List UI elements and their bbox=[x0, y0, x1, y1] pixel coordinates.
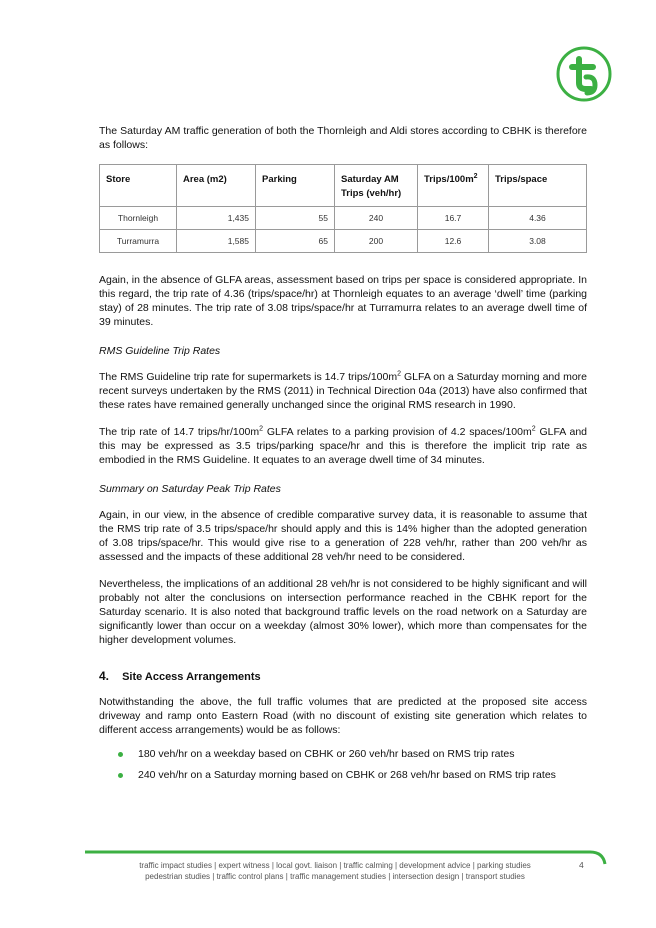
footer-services bbox=[105, 860, 565, 882]
trip-generation-table bbox=[99, 164, 587, 253]
footer-line-2: pedestrian studies | traffic control plans | traffic management studies | intersection design | transport studies bbox=[145, 872, 525, 881]
cell-store: Thornleigh bbox=[100, 207, 177, 230]
volume-list bbox=[99, 747, 587, 782]
table-header-row bbox=[100, 165, 587, 207]
cell-store: Turramurra bbox=[100, 230, 177, 253]
cell-saturday-trips: 240 bbox=[335, 207, 418, 230]
header-trips-space: Trips/space bbox=[489, 165, 587, 207]
summary-heading: Summary on Saturday Peak Trip Rates bbox=[99, 483, 281, 495]
site-access-paragraph: Notwithstanding the above, the full traffic volumes that are predicted at the proposed site access driveway and ramp onto Eastern Road (with no discount of existing site generation which relates to different access arrangements) would be as follows: bbox=[99, 696, 587, 736]
cell-saturday-trips: 200 bbox=[335, 230, 418, 253]
section-number: 4. bbox=[99, 669, 110, 683]
intro-paragraph: The Saturday AM traffic generation of both the Thornleigh and Aldi stores according to CBHK is therefore as follows: bbox=[99, 125, 587, 151]
footer-line-1: traffic impact studies | expert witness | local govt. liaison | traffic calming | development advice | parking studies bbox=[139, 861, 531, 870]
cell-trips-100m2: 12.6 bbox=[418, 230, 489, 253]
list-item: 240 veh/hr on a Saturday morning based on CBHK or 268 veh/hr based on RMS trip rates bbox=[99, 768, 587, 782]
cell-area: 1,585 bbox=[177, 230, 256, 253]
header-saturday-trips: Saturday AM Trips (veh/hr) bbox=[335, 165, 418, 207]
header-area: Area (m2) bbox=[177, 165, 256, 207]
rms-paragraph-2: The trip rate of 14.7 trips/$hr/100m^2$ GLFA relates to a parking provision of 4.2 spaces/$100m^2$ GLFA and this may be expressed as 3.5 trips/parking space/hr and this is therefore the implicit trip rate as embodied in the RMS Guideline. It equates to an average dwell time of 34 minutes. bbox=[99, 425, 588, 466]
table-row bbox=[100, 207, 587, 230]
summary-paragraph-2: Nevertheless, the implications of an additional 28 veh/hr is not considered to be highly significant and will probably not alter the conclusions on intersection performance reached in the CBHK report for the Saturday scenario. It is also noted that background traffic levels on the road network on a Saturday are significantly lower than occur on a weekday (almost 30% lower), which more than compensates for the higher development volumes. bbox=[99, 578, 587, 646]
page-content bbox=[99, 124, 587, 789]
rms-guideline-heading: RMS Guideline Trip Rates bbox=[99, 345, 221, 357]
rms-paragraph-1: The RMS Guideline trip rate for supermarkets is 14.7 trips/$100m^2$ GLFA on a Saturday morning and more recent surveys undertaken by the RMS (2011) in Technical Direction 04a (2013) have also confirmed that these rates have remained generally unchanged since the original RMS research in 1990. bbox=[99, 370, 587, 411]
t-logo-icon bbox=[555, 45, 613, 103]
section-title: Site Access Arrangements bbox=[122, 671, 261, 683]
cell-parking: 65 bbox=[256, 230, 335, 253]
header-parking: Parking bbox=[256, 165, 335, 207]
header-trips-100m2: Trips/$100m^2$ bbox=[418, 165, 489, 207]
page-number: 4 bbox=[579, 860, 584, 870]
list-item: 180 veh/hr on a weekday based on CBHK or 260 veh/hr based on RMS trip rates bbox=[99, 747, 587, 761]
section-4-heading bbox=[99, 669, 587, 684]
cell-area: 1,435 bbox=[177, 207, 256, 230]
bullet-icon bbox=[118, 752, 123, 757]
header-store: Store bbox=[100, 165, 177, 207]
dwell-time-paragraph: Again, in the absence of GLFA areas, assessment based on trips per space is considered appropriate. In this regard, the trip rate of 4.36 (trips/space/hr) at Thornleigh equates to an average ‘dwell’ time (parking stay) of 28 minutes. The trip rate of 3.08 trips/space/hr at Turramurra relates to an average dwell time of 39 minutes. bbox=[99, 274, 587, 328]
cell-parking: 55 bbox=[256, 207, 335, 230]
cell-trips-100m2: 16.7 bbox=[418, 207, 489, 230]
cell-trips-space: 3.08 bbox=[489, 230, 587, 253]
summary-paragraph-1: Again, in our view, in the absence of credible comparative survey data, it is reasonable to assume that the RMS trip rate of 3.5 trips/space/hr should apply and this is 14% higher than the adopted generation of 3.08 trips/space/hr. This would give rise to a generation of 228 veh/hr, rather than 200 veh/hr as assessed and the impacts of these additional 28 veh/hr need to be considered. bbox=[99, 509, 587, 563]
cell-trips-space: 4.36 bbox=[489, 207, 587, 230]
bullet-icon bbox=[118, 773, 123, 778]
table-row bbox=[100, 230, 587, 253]
